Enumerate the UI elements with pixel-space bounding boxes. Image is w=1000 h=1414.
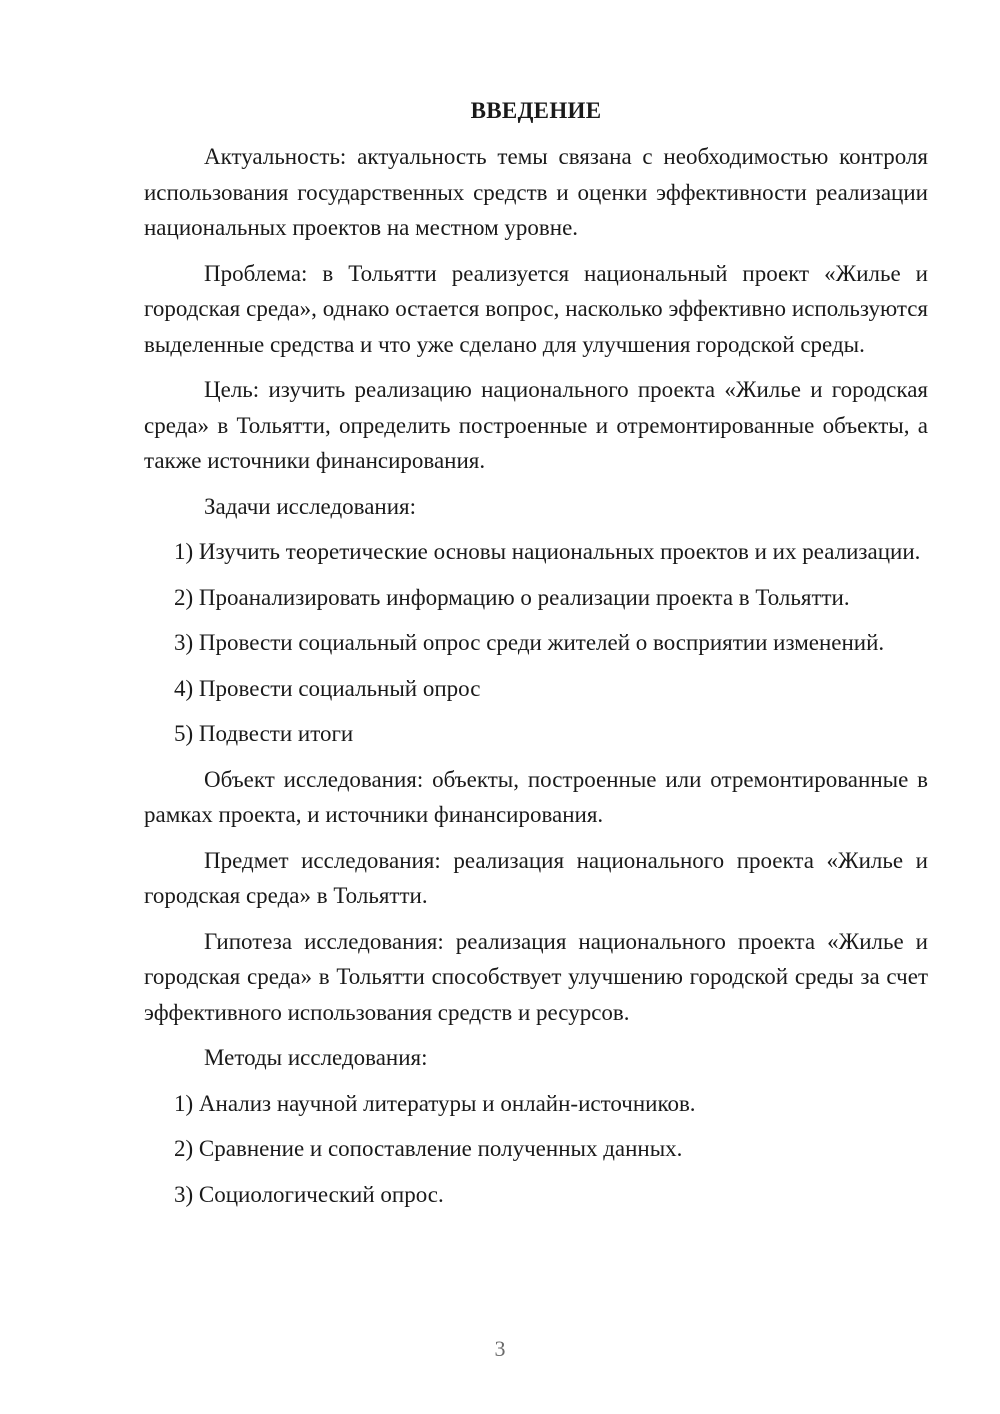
- methods-heading: Методы исследования:: [204, 1045, 428, 1070]
- method-item-2: 2) Сравнение и сопоставление полученных данных.: [174, 1136, 683, 1161]
- task-item-4: 4) Провести социальный опрос: [174, 675, 481, 701]
- task-item-2: 2) Проанализировать информацию о реализации проекта в Тольятти.: [174, 584, 850, 610]
- object-paragraph: Объект исследования: объекты, построенные или отремонтированные в рамках проекта, и источники финансирования.: [144, 766, 928, 827]
- method-item-1: 1) Анализ научной литературы и онлайн-источников.: [174, 1090, 696, 1116]
- relevance-paragraph: Актуальность: актуальность темы связана с необходимостью контроля использования государственных средств и оценки эффективности реализации национальных проектов на местном уровне.: [144, 144, 928, 240]
- subject-paragraph: Предмет исследования: реализация национального проекта «Жилье и городская среда» в Тольятти.: [144, 847, 928, 908]
- method-item-3: 3) Социологический опрос.: [174, 1181, 444, 1207]
- page-number: 3: [494, 1336, 506, 1361]
- problem-paragraph: Проблема: в Тольятти реализуется национальный проект «Жилье и городская среда», однако остается вопрос, насколько эффективно используются выделенные средства и что уже сделано для улучшения городской среды.: [144, 260, 928, 357]
- hypothesis-paragraph: Гипотеза исследования: реализация национального проекта «Жилье и городская среда» в Тольятти способствует улучшению городской среды за счет эффективного использования средств и ресурсов.: [144, 928, 928, 1025]
- document-page: [144, 96, 928, 1222]
- task-item-5: 5) Подвести итоги: [174, 721, 354, 746]
- task-item-1: 1) Изучить теоретические основы национальных проектов и их реализации.: [174, 539, 921, 564]
- section-title: ВВЕДЕНИЕ: [470, 98, 602, 123]
- task-item-3: 3) Провести социальный опрос среди жителей о восприятии изменений.: [174, 630, 885, 655]
- tasks-heading: Задачи исследования:: [204, 493, 417, 519]
- goal-paragraph: Цель: изучить реализацию национального проекта «Жилье и городская среда» в Тольятти, определить построенные и отремонтированные объекты, а также источники финансирования.: [144, 377, 928, 473]
